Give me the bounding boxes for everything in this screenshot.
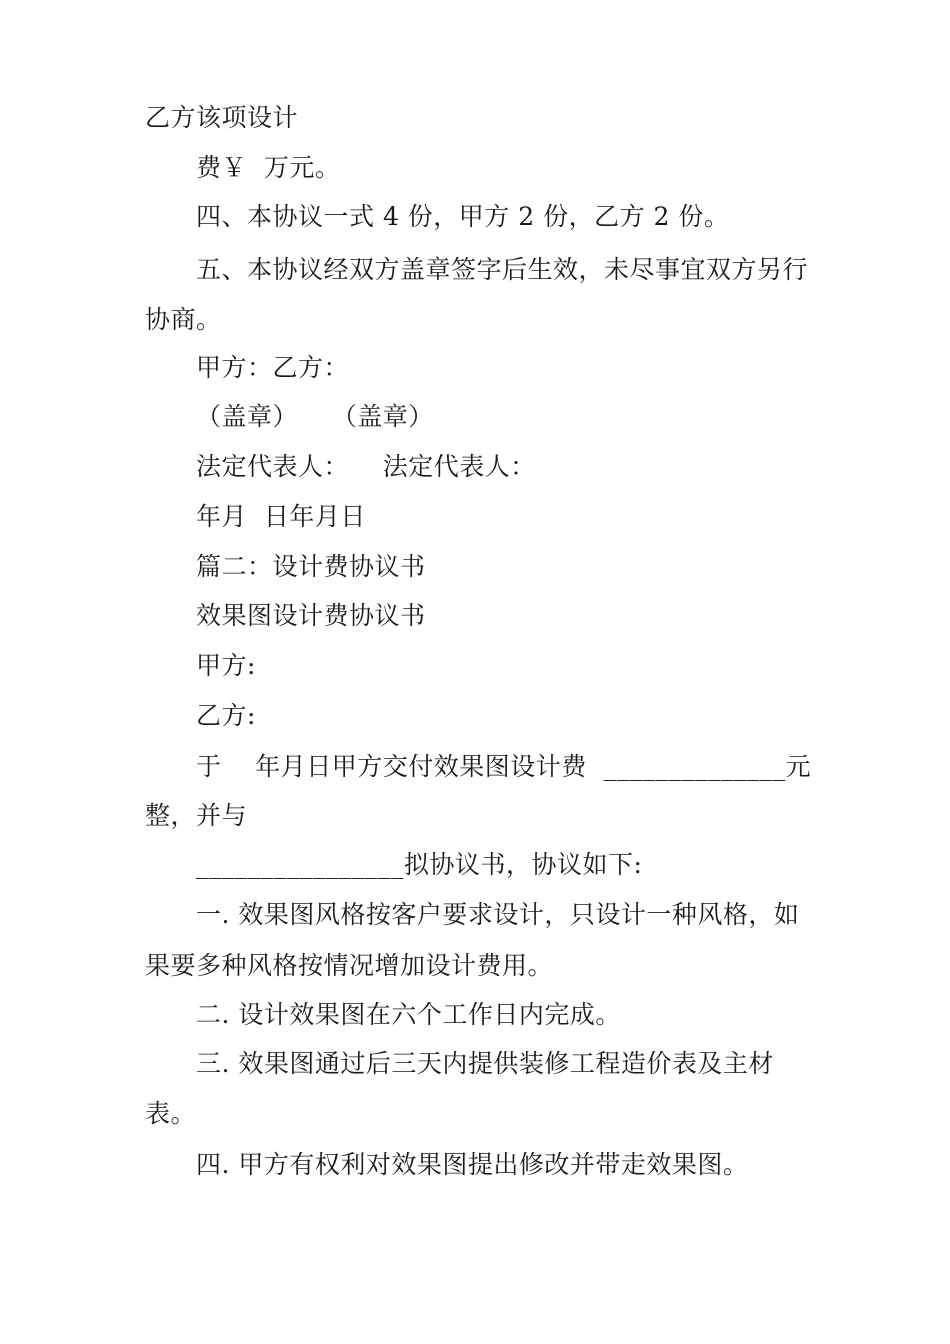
party-b-line: 乙方: (196, 701, 256, 730)
text-line: 四、本协议一式 4 份，甲方 2 份，乙方 2 份。 (196, 202, 730, 231)
party-a-line: 甲方: (196, 651, 256, 680)
text-line: 于 年月日甲方交付效果图设计费 ______________元 (196, 752, 812, 781)
text-line: 协商。 (145, 305, 222, 334)
clause-line: 二. 设计效果图在六个工作日内完成。 (196, 1000, 621, 1029)
text-line: ________________拟协议书，协议如下: (196, 850, 643, 879)
text-line: 乙方该项设计 (145, 103, 299, 132)
clause-line: 三. 效果图通过后三天内提供装修工程造价表及主材 (196, 1049, 774, 1078)
clause-line: 一. 效果图风格按客户要求设计，只设计一种风格，如 (196, 900, 800, 929)
representative-line: 法定代表人： 法定代表人： (196, 452, 536, 481)
text-line: 费￥ 万元。 (196, 153, 341, 182)
date-line: 年月 日年月日 (196, 502, 366, 531)
seal-line: （盖章） （盖章） (196, 402, 434, 431)
text-line: 五、本协议经双方盖章签字后生效，未尽事宜双方另行 (196, 255, 809, 284)
clause-line: 表。 (145, 1099, 197, 1128)
section-title: 篇二：设计费协议书 (196, 552, 426, 581)
clause-line: 四. 甲方有权利对效果图提出修改并带走效果图。 (196, 1150, 749, 1179)
text-line: 整，并与 (145, 801, 248, 830)
clause-line: 果要多种风格按情况增加设计费用。 (145, 951, 554, 980)
document-title: 效果图设计费协议书 (196, 601, 426, 630)
party-line: 甲方：乙方： (196, 353, 350, 382)
